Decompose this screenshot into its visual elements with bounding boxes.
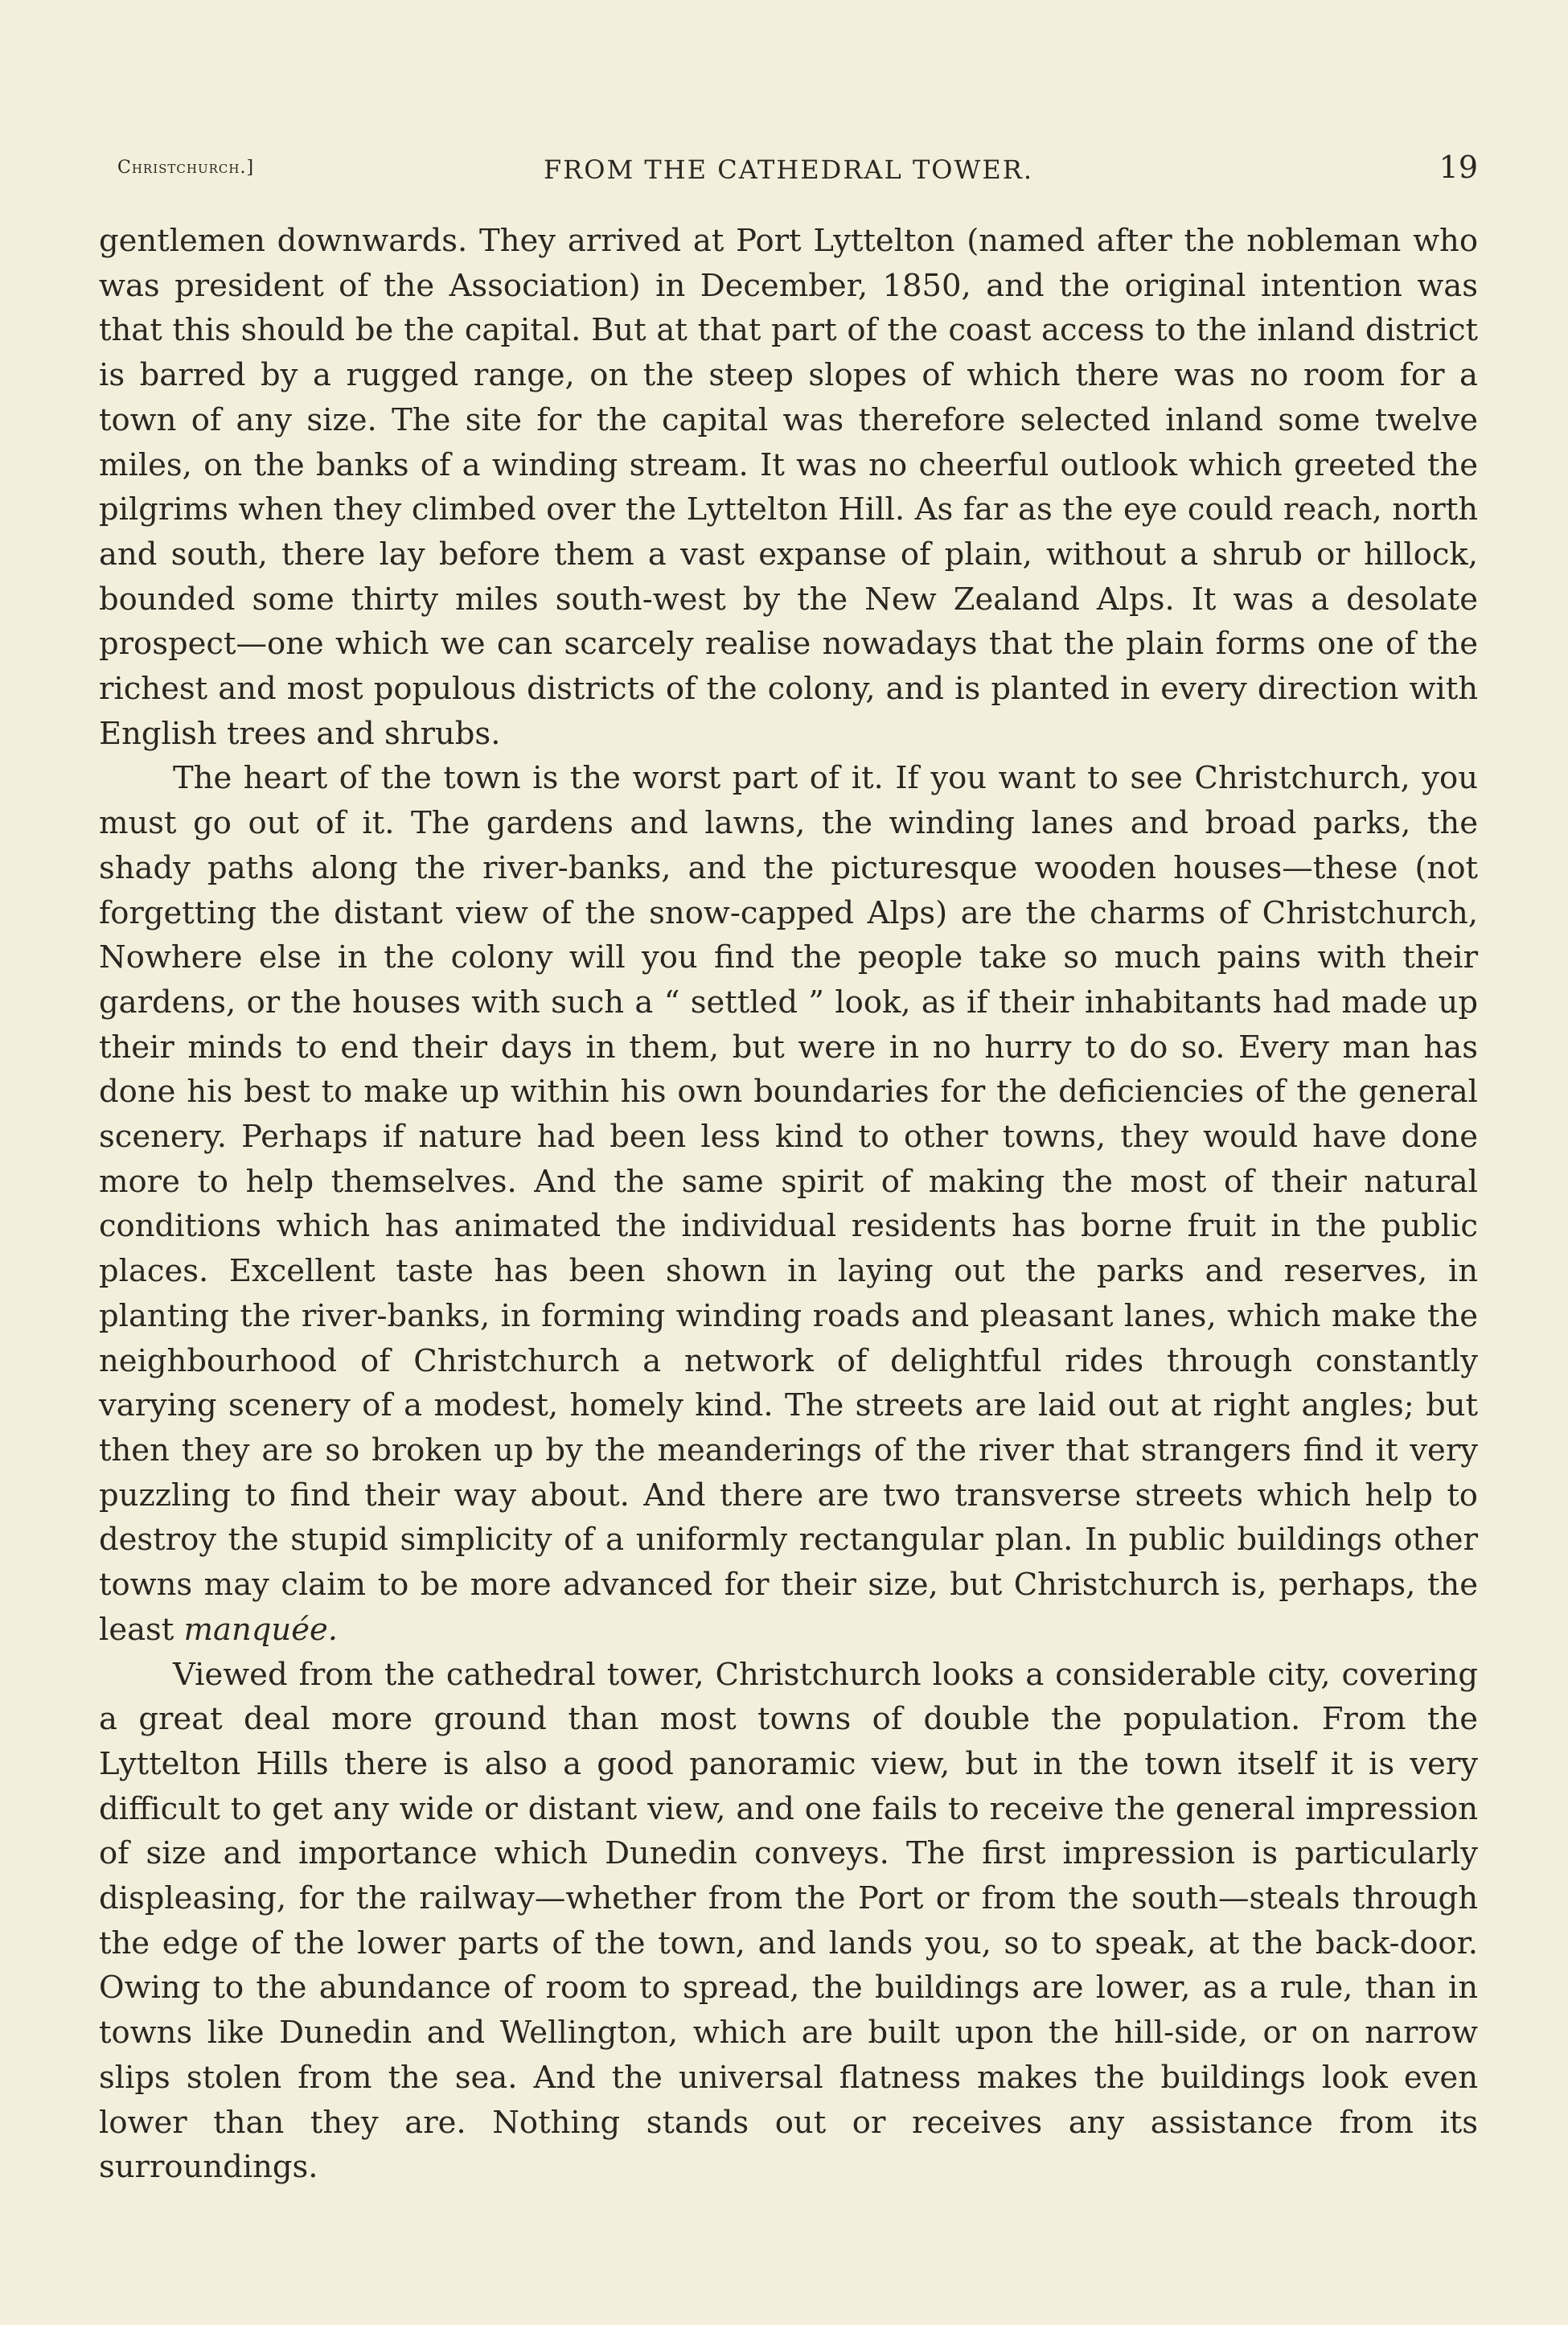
running-head-title: FROM THE CATHEDRAL TOWER. — [543, 154, 1034, 185]
page-number: 19 — [1439, 150, 1478, 185]
paragraph-1: gentlemen downwards. They arrived at Port Lyttelton (named after the nobleman who was president of the Association) in December, 1850, and the original intention was that this should be the capital. But at that part of the coast access to the inland district is barred by a rugged range, on the steep slopes of which there was no room for a town of any size. The site for the capital was therefore selected inland some twelve miles, on the banks of a winding stream. It was no cheerful outlook which greeted the pilgrims when they climbed over the Lyttelton Hill. As far as the eye could reach, north and south, there lay before them a vast expanse of plain, without a shrub or hillock, bounded some thirty miles south-west by the New Zealand Alps. It was a desolate prospect—one which we can scarcely realise nowadays that the plain forms one of the richest and most populous districts of the colony, and is planted in every direction with English trees and shrubs. — [99, 223, 1478, 752]
paragraph-3: Viewed from the cathedral tower, Christchurch looks a considerable city, covering a great deal more ground than most towns of double the population. From the Lyttelton Hills there is also a good panoramic view, but in the town itself it is very difficult to get any wide or distant view, and one fails to receive the general impression of size and importance which Dunedin conveys. The first impression is particularly displeasing, for the railway—whether from the Port or from the south—steals through the edge of the lower parts of the town, and lands you, so to speak, at the back-door. Owing to the abundance of room to spread, the buildings are lower, as a rule, than in towns like Dunedin and Wellington, which are built upon the hill-side, or on narrow slips stolen from the sea. And the universal flatness makes the buildings look even lower than they are. Nothing stands out or receives any assistance from its surroundings. — [99, 1656, 1478, 2186]
running-head — [99, 150, 1478, 190]
paragraph-2-text: The heart of the town is the worst part of it. If you want to see Christchurch, you must go out of it. The gardens and lawns, the winding lanes and broad parks, the shady paths along the river-banks, and the picturesque wooden houses—these (not forgetting the distant view of the snow-capped Alps) are the charms of Christchurch, Nowhere else in the colony will you find the people take so much pains with their gardens, or the houses with such a “ settled ” look, as if their inhabitants had made up their minds to end their days in them, but were in no hurry to do so. Every man has done his best to make up within his own boundaries for the deficiencies of the general scenery. Perhaps if nature had been less kind to other towns, they would have done more to help themselves. And the same spirit of making the most of their natural conditions which has animated the individual residents has borne fruit in the public places. Excellent taste has been shown in laying out the parks and reserves, in planting the river-banks, in forming winding roads and pleasant lanes, which make the neighbourhood of Christchurch a network of delightful rides through constantly varying scenery of a modest, homely kind. The streets are laid out at right angles; but then they are so broken up by the meanderings of the river that strangers find it very puzzling to find their way about. And there are two transverse streets which help to destroy the stupid simplicity of a uniformly rectangular plan. In public buildings other towns may claim to be more advanced for their size, but Christchurch is, perhaps, the least — [99, 760, 1478, 1648]
paragraph-2 — [99, 756, 1478, 1652]
body-text — [99, 219, 1478, 2190]
italic-word: manquée. — [183, 1611, 339, 1648]
running-head-section: Christchurch.] — [117, 158, 255, 178]
